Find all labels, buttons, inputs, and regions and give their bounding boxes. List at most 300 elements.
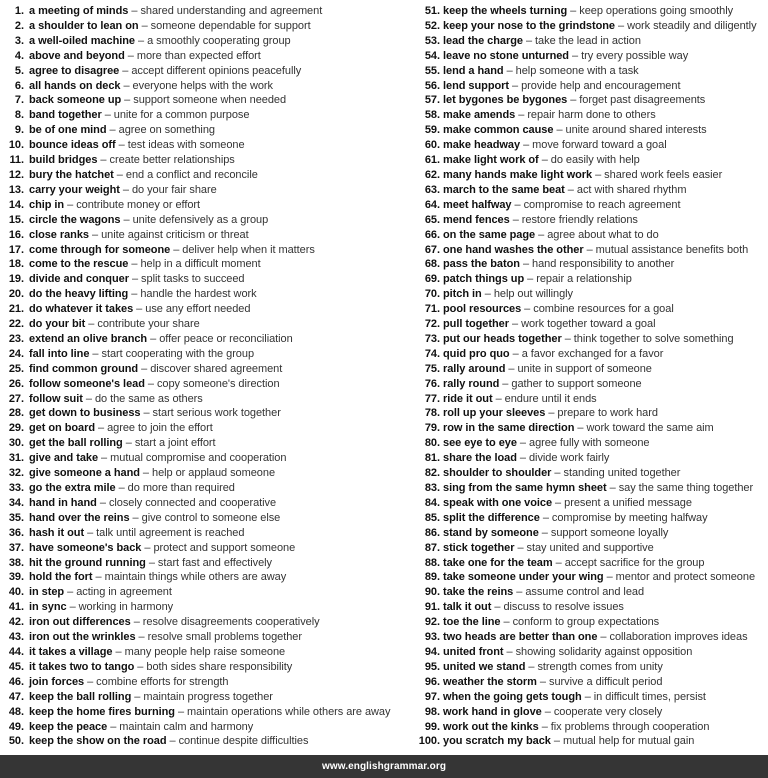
idiom-phrase: do your bit — [29, 318, 86, 331]
idiom-separator: – — [574, 422, 587, 435]
idiom-definition: start a joint effort — [134, 437, 216, 450]
idiom-row — [414, 64, 768, 79]
idiom-row — [0, 347, 400, 362]
idiom-number: 48. — [8, 705, 24, 718]
idiom-number: 4. — [14, 49, 24, 62]
idiom-separator: – — [119, 183, 132, 196]
idiom-number: 18. — [8, 258, 24, 271]
idiom-separator: – — [101, 109, 114, 122]
idiom-row — [414, 257, 768, 272]
idiom-separator: – — [141, 541, 154, 554]
idiom-separator: – — [561, 332, 574, 345]
idiom-definition: endure until it ends — [504, 392, 597, 405]
idiom-row — [0, 600, 400, 615]
idiom-row — [414, 34, 768, 49]
idiom-definition: closely connected and cooperative — [108, 496, 277, 509]
idiom-number: 90. — [424, 586, 440, 599]
idiom-row — [414, 79, 768, 94]
idiom-row — [414, 168, 768, 183]
idiom-phrase: go the extra mile — [29, 482, 116, 494]
idiom-row — [0, 19, 400, 34]
idiom-number: 98. — [424, 705, 440, 718]
idiom-phrase: chip in — [29, 198, 65, 211]
idiom-separator: – — [145, 556, 158, 569]
idiom-row — [414, 421, 768, 436]
idiom-separator: – — [567, 94, 580, 107]
idiom-row — [0, 734, 400, 749]
idiom-phrase: many hands make light work — [443, 168, 593, 181]
idiom-row — [414, 317, 768, 332]
idiom-row — [0, 49, 400, 64]
idiom-phrase: iron out differences — [29, 616, 131, 629]
idiom-number: 22. — [8, 318, 24, 331]
idiom-number: 26. — [8, 377, 24, 390]
idiom-separator: – — [568, 49, 582, 62]
idiom-phrase: toe the line — [443, 616, 501, 629]
idiom-definition: fix problems through cooperation — [550, 720, 710, 733]
idiom-separator: – — [129, 511, 142, 524]
idiom-row — [414, 228, 768, 243]
idiom-definition: create better relationships — [109, 154, 235, 167]
idiom-phrase: make light work of — [443, 154, 539, 167]
idiom-number: 13. — [8, 183, 24, 196]
idiom-separator: – — [522, 34, 536, 47]
idiom-phrase: circle the wagons — [29, 213, 121, 226]
idiom-separator: – — [516, 437, 530, 450]
idiom-number: 83. — [424, 482, 440, 494]
idiom-phrase: in step — [29, 586, 65, 599]
idiom-number: 74. — [424, 347, 440, 360]
idiom-phrase: march to the same beat — [443, 183, 565, 196]
idiom-number: 99. — [424, 720, 440, 733]
idiom-number: 69. — [424, 273, 440, 286]
idiom-definition: mutual compromise and cooperation — [110, 452, 287, 465]
idiom-row — [414, 496, 768, 511]
idiom-list-right — [414, 4, 768, 749]
idiom-definition: shared work feels easier — [604, 168, 723, 181]
idiom-definition: think together to solve something — [573, 332, 734, 345]
idiom-definition: continue despite difficulties — [178, 735, 309, 748]
idiom-row — [0, 4, 400, 19]
idiom-row — [0, 556, 400, 571]
idiom-row — [0, 570, 400, 585]
idiom-row — [0, 79, 400, 94]
idiom-phrase: make headway — [443, 139, 521, 152]
idiom-phrase: stick together — [443, 541, 515, 554]
idiom-number: 33. — [8, 482, 24, 494]
idiom-row — [0, 377, 400, 392]
idiom-definition: work together toward a goal — [521, 318, 656, 331]
idiom-separator: – — [133, 303, 146, 316]
idiom-number: 10. — [8, 139, 24, 152]
idiom-definition: repair a relationship — [536, 273, 632, 286]
idiom-phrase: close ranks — [29, 228, 89, 241]
idiom-separator: – — [166, 735, 179, 748]
idiom-row — [414, 183, 768, 198]
idiom-row — [0, 198, 400, 213]
idiom-phrase: shoulder to shoulder — [443, 467, 552, 480]
idiom-number: 9. — [14, 124, 24, 137]
idiom-definition: present a unified message — [564, 496, 692, 509]
idiom-separator: – — [82, 392, 95, 405]
idiom-number: 36. — [8, 526, 24, 539]
idiom-phrase: hold the fort — [29, 571, 93, 584]
idiom-row — [0, 213, 400, 228]
idiom-row — [0, 705, 400, 720]
idiom-phrase: have someone's back — [29, 541, 142, 554]
idiom-separator: – — [124, 49, 137, 62]
idiom-row — [0, 34, 400, 49]
idiom-phrase: get the ball rolling — [29, 437, 123, 450]
idiom-row — [414, 347, 768, 362]
idiom-number: 27. — [8, 392, 24, 405]
idiom-phrase: make common cause — [443, 124, 554, 137]
idiom-phrase: do whatever it takes — [29, 303, 134, 316]
idiom-phrase: patch things up — [443, 273, 525, 286]
idiom-row — [414, 392, 768, 407]
idiom-number: 58. — [424, 109, 440, 122]
idiom-number: 32. — [8, 467, 24, 480]
idiom-definition: maintain calm and harmony — [119, 720, 254, 733]
idiom-separator: – — [138, 362, 151, 375]
idiom-number: 84. — [424, 496, 440, 509]
idiom-phrase: a meeting of minds — [29, 5, 129, 17]
idiom-definition: mutual assistance benefits both — [595, 243, 749, 256]
idiom-number: 16. — [8, 228, 24, 241]
idiom-phrase: split the difference — [443, 511, 540, 524]
idiom-phrase: get on board — [29, 422, 96, 435]
idiom-separator: – — [581, 690, 594, 703]
idiom-definition: use any effort needed — [145, 303, 251, 316]
idiom-number: 94. — [424, 645, 440, 658]
idiom-phrase: bury the hatchet — [29, 168, 114, 181]
idiom-phrase: lend a hand — [443, 64, 504, 77]
idiom-row — [414, 213, 768, 228]
idiom-separator: – — [536, 675, 549, 688]
idiom-number: 1. — [14, 5, 24, 17]
idiom-separator: – — [134, 660, 147, 673]
idiom-separator: – — [500, 616, 513, 629]
idiom-separator: – — [120, 79, 133, 92]
idiom-number: 6. — [14, 79, 24, 92]
idiom-number: 59. — [424, 124, 440, 137]
idiom-row — [0, 421, 400, 436]
idiom-number: 73. — [424, 332, 440, 345]
idiom-definition: unite for a common purpose — [113, 109, 250, 122]
idiom-separator: – — [120, 213, 133, 226]
idiom-row — [414, 406, 768, 421]
idiom-separator: – — [539, 511, 552, 524]
idiom-definition: forget past disagreements — [579, 94, 706, 107]
idiom-row — [414, 243, 768, 258]
idiom-definition: keep operations going smoothly — [579, 5, 734, 17]
idiom-number: 70. — [424, 288, 440, 301]
idiom-number: 45. — [8, 660, 24, 673]
idiom-row — [414, 526, 768, 541]
idiom-phrase: keep the ball rolling — [29, 690, 132, 703]
idiom-row — [0, 451, 400, 466]
idiom-number: 89. — [424, 571, 440, 584]
idiom-row — [0, 228, 400, 243]
idiom-separator: – — [503, 645, 516, 658]
idiom-row — [0, 690, 400, 705]
idiom-number: 50. — [8, 735, 24, 748]
idiom-phrase: carry your weight — [29, 183, 120, 196]
idiom-separator: – — [112, 645, 125, 658]
idiom-separator: – — [95, 422, 108, 435]
idiom-definition: handle the hardest work — [140, 288, 257, 301]
idiom-definition: someone dependable for support — [150, 19, 311, 32]
idiom-row — [414, 272, 768, 287]
idiom-phrase: iron out the wrinkles — [29, 631, 136, 644]
idiom-row — [0, 406, 400, 421]
idiom-separator: – — [535, 228, 548, 241]
idiom-number: 67. — [424, 243, 440, 256]
idiom-phrase: find common ground — [29, 362, 139, 375]
idiom-definition: work toward the same aim — [586, 422, 714, 435]
idiom-number: 15. — [8, 213, 24, 226]
idiom-number: 52. — [424, 19, 440, 32]
idiom-row — [414, 630, 768, 645]
idiom-number: 81. — [424, 452, 440, 465]
idiom-row — [0, 287, 400, 302]
idiom-definition: maintain progress together — [143, 690, 273, 703]
idiom-definition: offer peace or reconciliation — [159, 332, 293, 345]
idiom-row — [414, 362, 768, 377]
idiom-number: 80. — [424, 437, 440, 450]
idiom-row — [414, 198, 768, 213]
idiom-number: 56. — [424, 79, 440, 92]
idiom-definition: start cooperating with the group — [101, 347, 255, 360]
idiom-row — [0, 436, 400, 451]
idiom-number: 23. — [8, 332, 24, 345]
idiom-definition: many people help raise someone — [124, 645, 286, 658]
idiom-definition: everyone helps with the work — [132, 79, 273, 92]
idiom-row — [0, 243, 400, 258]
idiom-separator: – — [92, 571, 105, 584]
idiom-number: 43. — [8, 631, 24, 644]
idiom-row — [0, 511, 400, 526]
idiom-row — [414, 466, 768, 481]
idiom-row — [414, 123, 768, 138]
idiom-row — [0, 660, 400, 675]
idiom-phrase: pass the baton — [443, 258, 520, 271]
idiom-definition: accept different opinions peacefully — [131, 64, 302, 77]
idiom-definition: support someone when needed — [133, 94, 287, 107]
idiom-phrase: hit the ground running — [29, 556, 146, 569]
idiom-row — [414, 660, 768, 675]
idiom-phrase: keep the wheels turning — [443, 5, 568, 17]
idiom-number: 61. — [424, 154, 440, 167]
idiom-separator: – — [170, 243, 183, 256]
idiom-number: 11. — [9, 154, 24, 167]
idiom-phrase: ride it out — [443, 392, 493, 405]
idiom-number: 38. — [8, 556, 24, 569]
idiom-definition: deliver help when it matters — [182, 243, 315, 256]
idiom-separator: – — [520, 139, 533, 152]
idiom-definition: resolve small problems together — [147, 631, 302, 644]
idiom-definition: both sides share responsibility — [146, 660, 293, 673]
idiom-definition: agree about what to do — [547, 228, 659, 241]
idiom-phrase: give someone a hand — [29, 467, 140, 480]
idiom-separator: – — [121, 94, 134, 107]
idiom-separator: – — [64, 198, 77, 211]
idiom-separator: – — [492, 392, 505, 405]
idiom-separator: – — [147, 332, 160, 345]
idiom-number: 64. — [424, 198, 440, 211]
idiom-separator: – — [139, 467, 153, 480]
idiom-separator: – — [545, 407, 558, 420]
idiom-definition: accept sacrifice for the group — [564, 556, 705, 569]
idiom-number: 57. — [424, 94, 440, 107]
idiom-separator: – — [106, 124, 119, 137]
idiom-separator: – — [614, 19, 628, 32]
idiom-number: 12. — [8, 168, 24, 181]
idiom-row — [414, 332, 768, 347]
idiom-phrase: agree to disagree — [29, 64, 120, 77]
idiom-phrase: lead the charge — [443, 34, 523, 47]
idiom-definition: combine efforts for strength — [96, 675, 229, 688]
idiom-phrase: keep your nose to the grindstone — [443, 19, 615, 32]
idiom-separator: – — [509, 213, 522, 226]
idiom-row — [0, 615, 400, 630]
idiom-row — [414, 705, 768, 720]
idiom-phrase: work hand in glove — [443, 705, 542, 718]
idiom-definition: gather to support someone — [511, 377, 642, 390]
idiom-separator: – — [538, 720, 551, 733]
idiom-phrase: united we stand — [443, 660, 526, 673]
idiom-separator: – — [122, 437, 135, 450]
idiom-separator: – — [515, 109, 528, 122]
idiom-separator: – — [597, 631, 610, 644]
idiom-definition: discuss to resolve issues — [503, 601, 624, 614]
idiom-definition: restore friendly relations — [521, 213, 638, 226]
idiom-number: 20. — [8, 288, 24, 301]
idiom-row — [0, 362, 400, 377]
idiom-phrase: quid pro quo — [443, 347, 510, 360]
idiom-separator: – — [552, 556, 565, 569]
idiom-definition: split tasks to succeed — [141, 273, 245, 286]
idiom-definition: maintain operations while others are away — [187, 705, 391, 718]
idiom-separator: – — [503, 64, 516, 77]
idiom-number: 100. — [418, 735, 440, 748]
idiom-phrase: a shoulder to lean on — [29, 19, 139, 32]
idiom-row — [414, 19, 768, 34]
idiom-number: 42. — [8, 616, 24, 629]
idiom-definition: contribute your share — [97, 318, 200, 331]
idiom-definition: help out willingly — [493, 288, 574, 301]
idiom-definition: test ideas with someone — [127, 139, 245, 152]
idiom-separator: – — [107, 720, 120, 733]
idiom-definition: mentor and protect someone — [615, 571, 756, 584]
idiom-number: 39. — [8, 571, 24, 584]
idiom-separator: – — [84, 675, 97, 688]
idiom-phrase: work out the kinks — [443, 720, 539, 733]
idiom-definition: support someone loyally — [550, 526, 669, 539]
idiom-definition: say the same thing together — [618, 482, 754, 494]
idiom-definition: unite against criticism or threat — [101, 228, 249, 241]
idiom-number: 87. — [424, 541, 440, 554]
idiom-phrase: one hand washes the other — [443, 243, 584, 256]
idiom-definition: work steadily and diligently — [627, 19, 757, 32]
idiom-definition: take the lead in action — [535, 34, 641, 47]
idiom-definition: end a conflict and reconcile — [125, 168, 258, 181]
idiom-number: 72. — [424, 318, 440, 331]
idiom-phrase: keep the show on the road — [29, 735, 167, 748]
idiom-phrase: pitch in — [443, 288, 482, 301]
idiom-row — [0, 317, 400, 332]
idiom-phrase: follow someone's lead — [29, 377, 145, 390]
idiom-row — [0, 526, 400, 541]
idiom-number: 41. — [8, 601, 24, 614]
idiom-definition: cooperate very closely — [553, 705, 663, 718]
idiom-number: 5. — [14, 64, 24, 77]
idiom-phrase: take the reins — [443, 586, 514, 599]
idiom-number: 31. — [8, 452, 24, 465]
idiom-definition: unite defensively as a group — [132, 213, 269, 226]
idiom-definition: help or applaud someone — [152, 467, 276, 480]
idiom-separator: – — [606, 482, 619, 494]
idiom-separator: – — [128, 258, 141, 271]
idiom-row — [414, 511, 768, 526]
idiom-number: 78. — [424, 407, 440, 420]
idiom-phrase: above and beyond — [29, 49, 125, 62]
idiom-separator: – — [134, 34, 148, 47]
idiom-phrase: come through for someone — [29, 243, 171, 256]
idiom-number: 35. — [8, 511, 24, 524]
idiom-definition: agree fully with someone — [529, 437, 650, 450]
idiom-row — [414, 690, 768, 705]
idiom-number: 17. — [8, 243, 24, 256]
idiom-phrase: speak with one voice — [443, 496, 553, 509]
idiom-row — [414, 138, 768, 153]
idiom-row — [414, 734, 768, 749]
idiom-separator: – — [97, 154, 110, 167]
idiom-number: 3. — [14, 34, 24, 47]
idiom-definition: shared understanding and agreement — [140, 5, 323, 17]
idiom-number: 53. — [424, 34, 440, 47]
idiom-definition: acting in agreement — [76, 586, 172, 599]
idiom-definition: hand responsibility to another — [532, 258, 675, 271]
idiom-row — [0, 302, 400, 317]
idiom-separator: – — [89, 347, 102, 360]
idiom-phrase: stand by someone — [443, 526, 539, 539]
idiom-phrase: see eye to eye — [443, 437, 517, 450]
idiom-definition: showing solidarity against opposition — [515, 645, 693, 658]
idiom-number: 91. — [424, 601, 440, 614]
idiom-phrase: build bridges — [29, 154, 98, 167]
idiom-phrase: band together — [29, 109, 102, 122]
idiom-row — [414, 675, 768, 690]
idiom-definition: do your fair share — [131, 183, 217, 196]
idiom-row — [0, 630, 400, 645]
idiom-number: 47. — [8, 690, 24, 703]
idiom-row — [414, 556, 768, 571]
idiom-row — [414, 451, 768, 466]
idiom-number: 28. — [8, 407, 24, 420]
idiom-definition: in difficult times, persist — [593, 690, 706, 703]
idiom-number: 68. — [424, 258, 440, 271]
idiom-phrase: on the same page — [443, 228, 536, 241]
idiom-row — [414, 49, 768, 64]
idiom-phrase: hand over the reins — [29, 511, 130, 524]
idiom-phrase: weather the storm — [443, 675, 537, 688]
idiom-separator: – — [538, 526, 551, 539]
idiom-number: 79. — [424, 422, 440, 435]
idiom-phrase: pull together — [443, 318, 509, 331]
idiom-separator: – — [552, 496, 565, 509]
idiom-phrase: hand in hand — [29, 496, 97, 509]
